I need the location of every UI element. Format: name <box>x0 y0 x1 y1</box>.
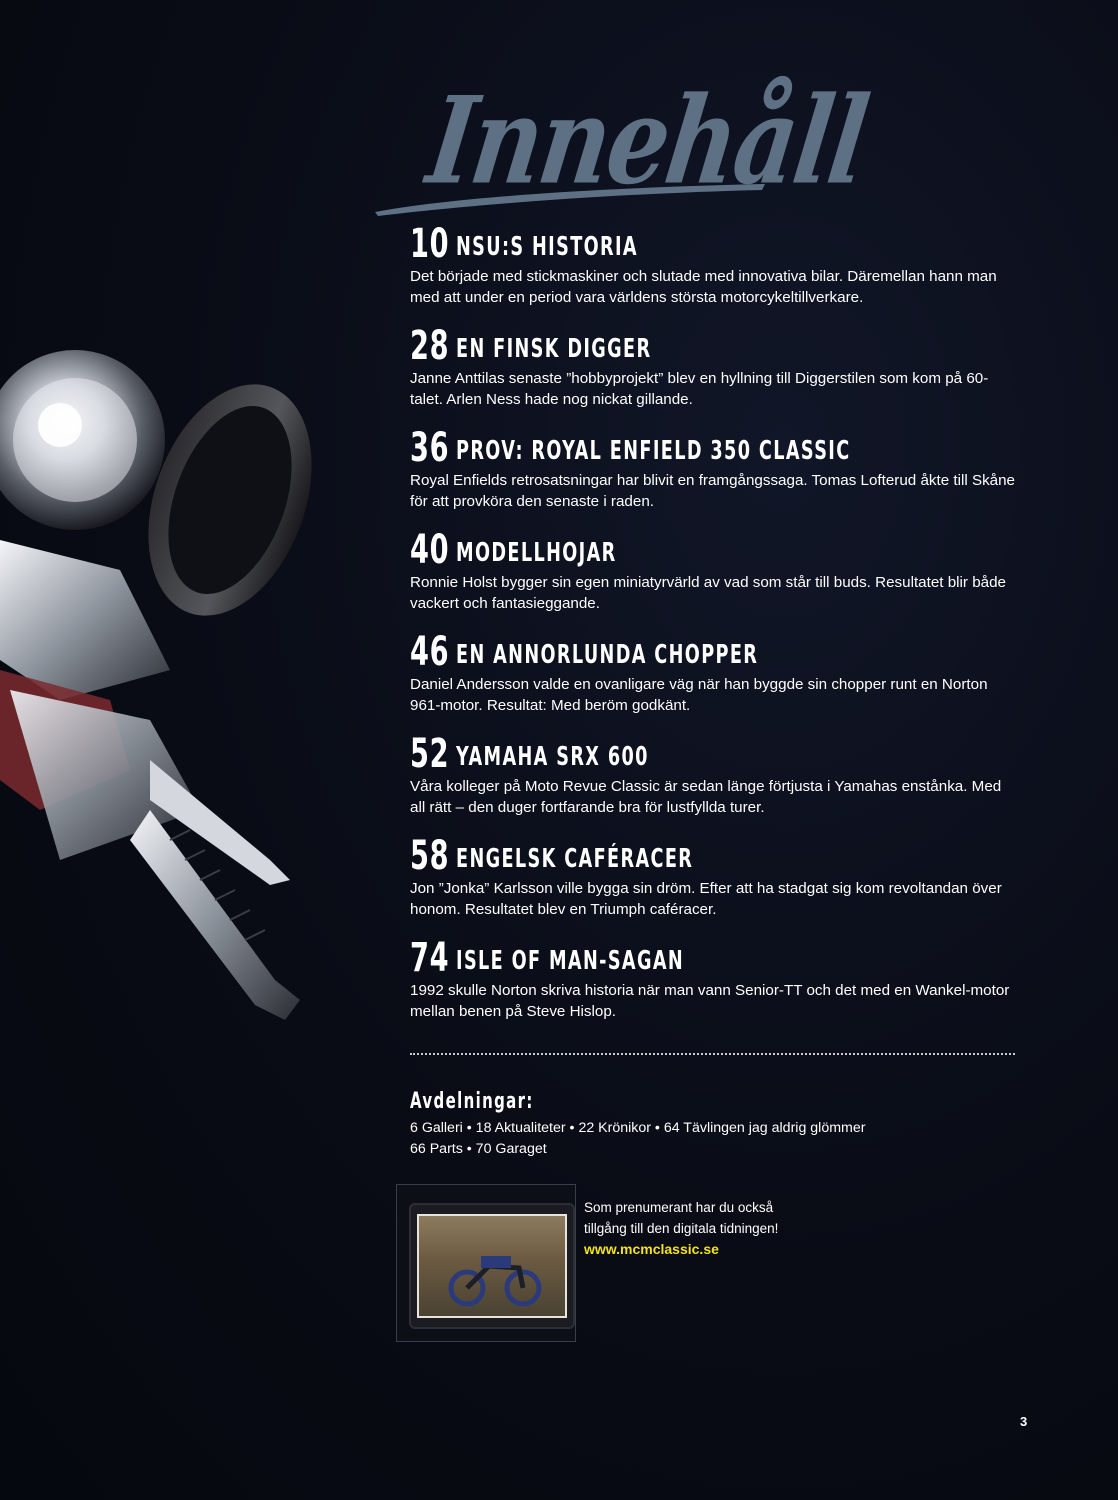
toc-page-number: 40 <box>410 527 450 573</box>
toc-title: ENGELSK CAFÉRACER <box>456 844 694 874</box>
table-of-contents <box>410 221 1030 1040</box>
toc-title: EN FINSK DIGGER <box>456 334 652 364</box>
sections-line: 6 Galleri • 18 Aktualiteter • 22 Krönikor • 64 Tävlingen jag aldrig glömmer <box>410 1120 866 1136</box>
page-title: Innehåll <box>420 70 875 212</box>
tablet-image <box>396 1184 576 1342</box>
toc-description: Janne Anttilas senaste ”hobbyprojekt” blev en hyllning till Diggerstilen som kom på 60-talet. Arlen Ness hade nog nickat gillande. <box>410 370 989 408</box>
toc-description: Royal Enfields retrosatsningar har blivit en framgångssaga. Tomas Lofterud åkte till Skåne för att provköra den senaste i raden. <box>410 472 1016 510</box>
toc-item[interactable] <box>410 527 1030 632</box>
sections-list <box>410 1086 1030 1160</box>
toc-page-number: 52 <box>410 731 450 777</box>
toc-page-number: 46 <box>410 629 450 675</box>
contents-header <box>370 60 875 230</box>
toc-item[interactable] <box>410 833 1030 938</box>
toc-item[interactable] <box>410 425 1030 530</box>
toc-item[interactable] <box>410 935 1030 1040</box>
toc-item[interactable] <box>410 731 1030 836</box>
subscriber-promo <box>584 1198 814 1260</box>
toc-title: MODELLHOJAR <box>456 538 617 568</box>
toc-title: YAMAHA SRX 600 <box>456 742 649 772</box>
page-number: 3 <box>1020 1414 1028 1429</box>
toc-item[interactable] <box>410 629 1030 734</box>
website-link[interactable]: www.mcmclassic.se <box>584 1241 719 1257</box>
motorcycle-photo <box>0 340 340 1060</box>
toc-description: Det började med stickmaskiner och slutade med innovativa bilar. Däremellan hann man med att under en period vara världens största motorcykeltillverkare. <box>410 268 997 306</box>
toc-description: 1992 skulle Norton skriva historia när man vann Senior-TT och det med en Wankel-motor mellan benen på Steve Hislop. <box>410 982 1010 1020</box>
tablet-screen-motorcycle <box>419 1216 565 1316</box>
toc-description: Våra kolleger på Moto Revue Classic är sedan länge förtjusta i Yamahas enstånka. Med all rätt – den duger fortfarande bra för lustfyllda turer. <box>410 778 1002 816</box>
toc-page-number: 28 <box>410 323 450 369</box>
header-swoosh <box>370 180 770 220</box>
toc-item[interactable] <box>410 221 1030 326</box>
toc-description: Daniel Andersson valde en ovanligare väg när han byggde sin chopper runt en Norton 961-motor. Resultat: Med beröm godkänt. <box>410 676 988 714</box>
toc-page-number: 58 <box>410 833 450 879</box>
sections-line: 66 Parts • 70 Garaget <box>410 1141 547 1157</box>
toc-title: EN ANNORLUNDA CHOPPER <box>456 640 759 670</box>
tablet-screen <box>417 1214 567 1318</box>
toc-title: PROV: ROYAL ENFIELD 350 CLASSIC <box>456 436 851 466</box>
sections-heading: Avdelningar: <box>410 1089 534 1114</box>
tablet-icon <box>409 1203 575 1329</box>
toc-page-number: 10 <box>410 221 450 267</box>
toc-page-number: 36 <box>410 425 450 471</box>
toc-page-number: 74 <box>410 935 450 981</box>
promo-text: Som prenumerant har du också tillgång till den digitala tidningen! <box>584 1200 779 1236</box>
toc-item[interactable] <box>410 323 1030 428</box>
toc-title: ISLE OF MAN-SAGAN <box>456 946 685 976</box>
toc-description: Jon ”Jonka” Karlsson ville bygga sin dröm. Efter att ha stadgat sig kom revoltandan över honom. Resultatet blev en Triumph caféracer. <box>410 880 1002 918</box>
dotted-divider <box>410 1053 1015 1055</box>
toc-description: Ronnie Holst bygger sin egen miniatyrvärld av vad som står till buds. Resultatet blir både vackert och fantasieggande. <box>410 574 1006 612</box>
toc-title: NSU:S HISTORIA <box>456 232 638 262</box>
